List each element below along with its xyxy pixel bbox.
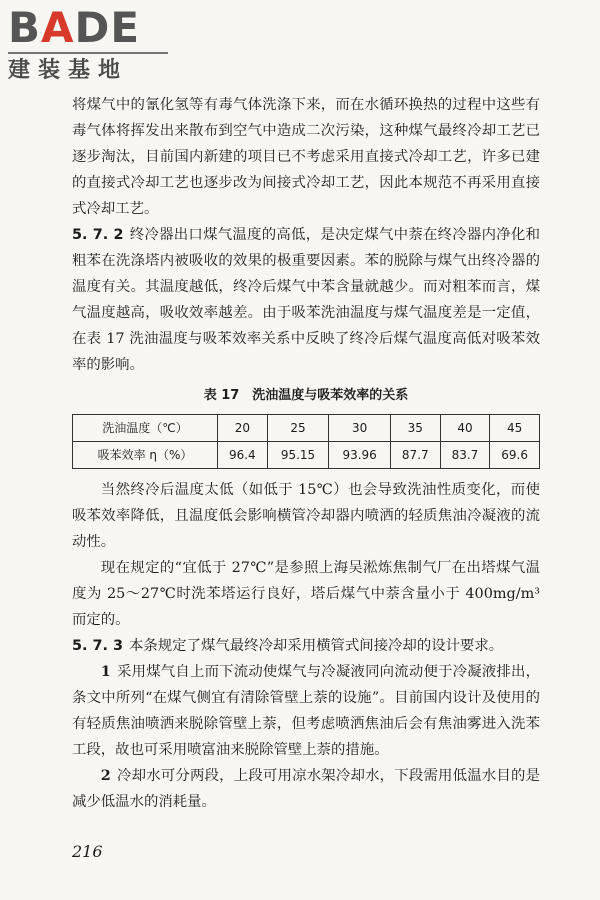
table-cell: 96.4 [218,442,268,469]
bade-logo [8,3,178,86]
item-number: 1 [100,663,111,680]
table-row [73,442,540,469]
table-cell: 87.7 [390,442,440,469]
table-cell: 69.6 [490,442,540,469]
table-cell: 83.7 [440,442,490,469]
section-5-7-2 [72,222,540,378]
table-caption: 表 17 洗油温度与吸苯效率的关系 [203,388,409,403]
logo-subtitle: 建装基地 [8,58,129,83]
row-header: 吸苯效率 η（%） [73,442,218,469]
list-item [72,659,540,763]
row-header: 洗油温度（℃） [73,415,218,442]
section-number: 5. 7. 2 [72,227,124,243]
list-item [72,763,540,815]
table-cell: 45 [490,415,540,442]
table-cell: 93.96 [329,442,391,469]
section-number: 5. 7. 3 [72,638,123,654]
page-body [72,92,540,815]
table-row [73,415,540,442]
table-cell: 35 [390,415,440,442]
logo-rule [8,52,168,54]
data-table [72,414,540,469]
paragraph: 当然终冷后温度太低（如低于 15℃）也会导致洗油性质变化，而使吸苯效率降低，且温度低会影响横管冷却器内喷洒的轻质焦油冷凝液的流动性。 [72,482,540,550]
table-cell: 95.15 [267,442,329,469]
item-text: 采用煤气自上而下流动使煤气与冷凝液同向流动便于冷凝液排出，条文中所列“在煤气侧宜有清除管壁上萘的设施”。目前国内设计及使用的有轻质焦油喷洒来脱除管壁上萘，但考虑喷洒焦油后会有焦油雾进入洗苯工段，故也可采用喷富油来脱除管壁上萘的措施。 [72,664,540,758]
item-number: 2 [100,767,111,784]
table-cell: 25 [267,415,329,442]
logo-brand: BADE [8,3,141,52]
section-text: 本条规定了煤气最终冷却采用横管式间接冷却的设计要求。 [129,638,504,654]
item-text: 冷却水可分两段，上段可用凉水架冷却水，下段需用低温水目的是减少低温水的消耗量。 [72,768,540,810]
section-5-7-3 [72,633,540,659]
table-cell: 40 [440,415,490,442]
paragraph: 现在规定的“宜低于 27℃”是参照上海吴淞炼焦制气厂在出塔煤气温度为 25～27℃时洗苯塔运行良好，塔后煤气中萘含量小于 400mg/m³ 而定的。 [72,560,540,628]
section-text: 终冷器出口煤气温度的高低，是决定煤气中萘在终冷器内净化和粗苯在洗涤塔内被吸收的效果的极重要因素。苯的脱除与煤气出终冷器的温度有关。其温度越低，终冷后煤气中苯含量就越少。而对粗苯而言，煤气温度越高，吸收效率越差。由于吸苯洗油温度与煤气温度差是一定值，在表 17 洗油温度与吸苯效率关系中反映了终冷后煤气温度高低对吸苯效率的影响。 [72,227,540,373]
paragraph-continuation: 将煤气中的氰化氢等有毒气体洗涤下来，而在水循环换热的过程中这些有毒气体将挥发出来散布到空气中造成二次污染，这种煤气最终冷却工艺已逐步淘汰，目前国内新建的项目已不考虑采用直接式冷却工艺，许多已建的直接式冷却工艺也逐步改为间接式冷却工艺，因此本规范不再采用直接式冷却工艺。 [72,97,540,217]
table-cell: 20 [218,415,268,442]
table-cell: 30 [329,415,391,442]
page-number: 216 [72,842,103,861]
